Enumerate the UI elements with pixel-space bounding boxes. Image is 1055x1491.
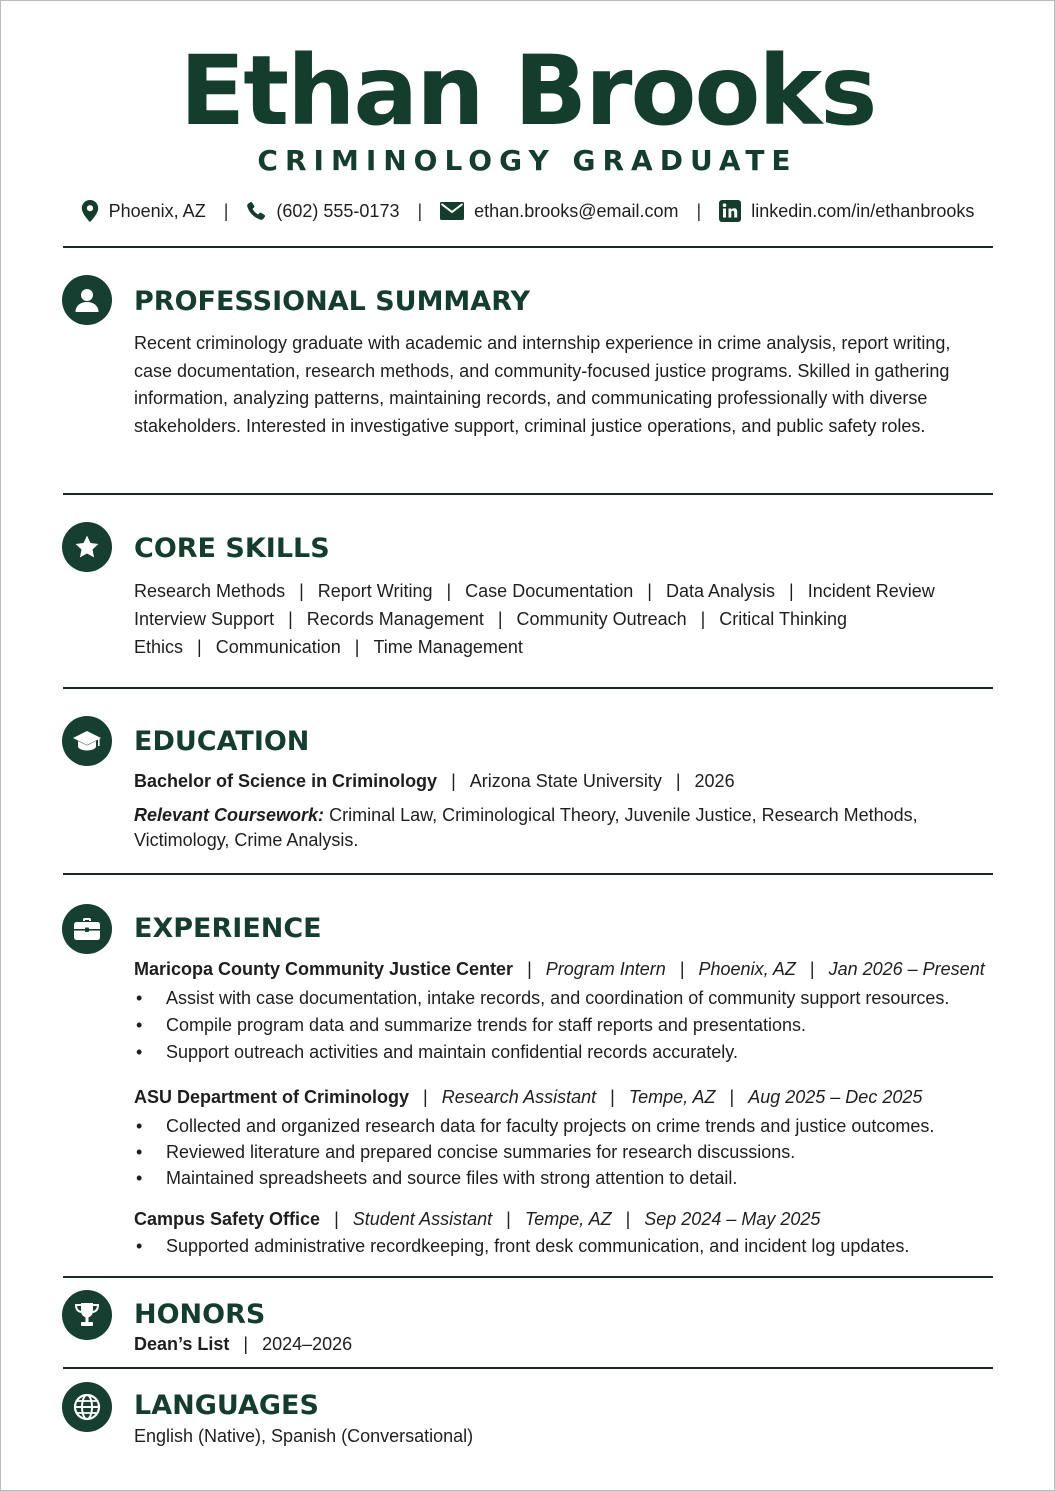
languages-section-badge xyxy=(62,1382,112,1432)
skill-item: Critical Thinking xyxy=(719,609,848,629)
phone-icon xyxy=(246,201,266,221)
contact-location xyxy=(81,200,206,222)
summary-heading: PROFESSIONAL SUMMARY xyxy=(134,286,531,317)
contact-location-text: Phoenix, AZ xyxy=(108,200,206,221)
skills-heading: CORE SKILLS xyxy=(134,533,330,564)
summary-section-badge xyxy=(62,275,112,325)
contact-phone xyxy=(246,201,399,222)
job-location: Tempe, AZ xyxy=(524,1209,612,1229)
skill-item: Ethics xyxy=(134,637,184,657)
contact-separator: | xyxy=(696,200,702,221)
contact-email[interactable] xyxy=(440,201,678,222)
school-name: Arizona State University xyxy=(469,771,662,791)
job-dates: Aug 2025 – Dec 2025 xyxy=(748,1087,923,1107)
divider xyxy=(63,687,993,689)
job-location: Tempe, AZ xyxy=(628,1087,716,1107)
job-organization: ASU Department of Criminology xyxy=(134,1087,410,1107)
honors-section-badge xyxy=(62,1290,112,1340)
linkedin-icon xyxy=(719,200,741,222)
job-dates: Jan 2026 – Present xyxy=(828,959,985,979)
job-bullets xyxy=(134,985,949,1066)
job-bullets xyxy=(134,1113,934,1191)
honor-award: Dean’s List xyxy=(134,1334,230,1354)
education-heading: EDUCATION xyxy=(134,726,310,757)
location-pin-icon xyxy=(81,200,99,222)
divider xyxy=(63,1276,993,1278)
job-bullets xyxy=(134,1233,909,1260)
divider xyxy=(63,1367,993,1369)
contact-linkedin-text: linkedin.com/in/ethanbrooks xyxy=(751,200,975,221)
list-item: • Assist with case documentation, intake records, and coordination of community support resources. xyxy=(134,985,949,1012)
job-role: Program Intern xyxy=(545,959,666,979)
graduation-cap-icon xyxy=(72,729,102,753)
job-header: Maricopa County Community Justice Center | Program Intern | Phoenix, AZ | Jan 2026 – Present xyxy=(134,959,985,979)
honors-line: Dean’s List | 2024–2026 xyxy=(134,1334,353,1354)
skills-row: Interview Support | Records Management | Community Outreach | Critical Thinking xyxy=(134,609,848,629)
contact-phone-text: (602) 555-0173 xyxy=(276,200,400,221)
honors-heading: HONORS xyxy=(134,1299,266,1330)
skill-item: Data Analysis xyxy=(665,581,776,601)
contact-bar xyxy=(1,197,1054,225)
experience-heading: EXPERIENCE xyxy=(134,913,322,944)
list-item: • Support outreach activities and maintain confidential records accurately. xyxy=(134,1039,949,1066)
skill-item: Records Management xyxy=(306,609,484,629)
experience-section-badge xyxy=(62,904,112,954)
education-section-badge xyxy=(62,716,112,766)
skill-item: Community Outreach xyxy=(516,609,687,629)
envelope-icon xyxy=(440,202,464,220)
honor-years: 2024–2026 xyxy=(262,1334,353,1354)
list-item: • Collected and organized research data for faculty projects on crime trends and justice outcomes. xyxy=(134,1113,934,1139)
globe-icon xyxy=(73,1393,101,1421)
person-icon xyxy=(74,287,100,313)
skill-item: Incident Review xyxy=(807,581,935,601)
education-degree-line: Bachelor of Science in Criminology | Arizona State University | 2026 xyxy=(134,771,735,791)
skills-row: Ethics | Communication | Time Management xyxy=(134,637,523,657)
skill-item: Time Management xyxy=(373,637,523,657)
languages-heading: LANGUAGES xyxy=(134,1390,319,1421)
coursework-label: Relevant Coursework: xyxy=(134,805,325,825)
skill-item: Report Writing xyxy=(317,581,433,601)
job-organization: Maricopa County Community Justice Center xyxy=(134,959,514,979)
degree-name: Bachelor of Science in Criminology xyxy=(134,771,438,791)
job-organization: Campus Safety Office xyxy=(134,1209,321,1229)
coursework xyxy=(134,803,979,853)
list-item: • Compile program data and summarize trends for staff reports and presentations. xyxy=(134,1012,949,1039)
divider xyxy=(63,246,993,248)
contact-linkedin[interactable] xyxy=(719,200,974,222)
skills-section-badge xyxy=(62,522,112,572)
job-location: Phoenix, AZ xyxy=(698,959,796,979)
graduation-year: 2026 xyxy=(694,771,735,791)
languages-text: English (Native), Spanish (Conversational) xyxy=(134,1426,474,1446)
contact-separator: | xyxy=(223,200,229,221)
candidate-title: CRIMINOLOGY GRADUATE xyxy=(257,144,798,177)
job-dates: Sep 2024 – May 2025 xyxy=(644,1209,821,1229)
job-header: Campus Safety Office | Student Assistant | Tempe, AZ | Sep 2024 – May 2025 xyxy=(134,1209,821,1229)
list-item: • Supported administrative recordkeeping, front desk communication, and incident log updates. xyxy=(134,1233,909,1260)
skill-item: Case Documentation xyxy=(465,581,634,601)
contact-email-text: ethan.brooks@email.com xyxy=(474,200,679,221)
divider xyxy=(63,873,993,875)
skills-row: Research Methods | Report Writing | Case Documentation | Data Analysis | Incident Review xyxy=(134,581,935,601)
job-role: Research Assistant xyxy=(441,1087,597,1107)
trophy-icon xyxy=(73,1302,101,1328)
list-item: • Reviewed literature and prepared concise summaries for research discussions. xyxy=(134,1139,934,1165)
summary-text: Recent criminology graduate with academic and internship experience in crime analysis, report writing, case documentation, research methods, and community-focused justice programs. Skilled in gathering information, analyzing patterns, maintaining records, and communicating professionally with diverse stakeholders. Interested in investigative support, criminal justice operations, and public safety roles. xyxy=(134,333,951,436)
job-header: ASU Department of Criminology | Research Assistant | Tempe, AZ | Aug 2025 – Dec 2025 xyxy=(134,1087,923,1107)
candidate-name: Ethan Brooks xyxy=(179,35,876,147)
skill-item: Communication xyxy=(215,637,341,657)
skill-item: Interview Support xyxy=(134,609,275,629)
divider xyxy=(63,493,993,495)
star-icon xyxy=(74,534,100,560)
contact-separator: | xyxy=(417,200,423,221)
skill-item: Research Methods xyxy=(134,581,286,601)
coursework-list: Criminal Law, Criminological Theory, Juvenile Justice, Research Methods, Victimology, Crime Analysis. xyxy=(134,805,918,850)
list-item: • Maintained spreadsheets and source files with strong attention to detail. xyxy=(134,1165,934,1191)
job-role: Student Assistant xyxy=(352,1209,493,1229)
briefcase-icon xyxy=(73,917,101,941)
